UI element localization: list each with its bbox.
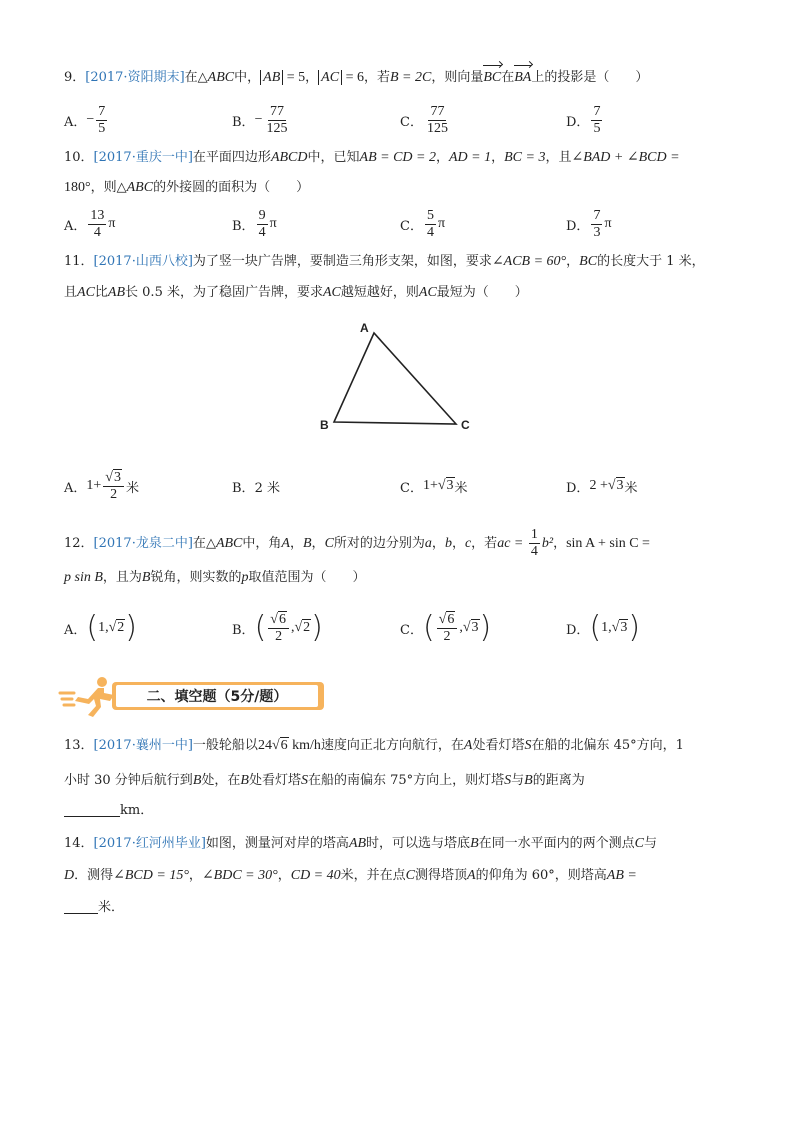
section-header xyxy=(58,673,338,719)
radicand: 2 xyxy=(117,620,125,635)
sqrt: √3 xyxy=(462,620,479,635)
math-var: B xyxy=(302,536,312,551)
option-d[interactable] xyxy=(566,202,612,246)
text: ， xyxy=(451,536,465,551)
vector-bc: BC xyxy=(483,68,501,88)
sqrt: √3 xyxy=(611,620,628,635)
text: 米，并在点 xyxy=(340,868,406,883)
text: 且 xyxy=(64,285,78,300)
numerator xyxy=(437,612,458,629)
text: 在 xyxy=(184,70,198,85)
text: ， xyxy=(311,536,325,551)
fraction xyxy=(96,104,107,137)
math-condition: sin A + sin C = xyxy=(566,536,650,551)
math-var: AC xyxy=(322,285,341,300)
text: 中，角 xyxy=(242,536,282,551)
text: 上的投影是（ ） xyxy=(531,70,649,85)
text: 锐角，则实数的 xyxy=(150,570,242,585)
source-tag: [2017·资阳期末] xyxy=(85,70,185,85)
fraction xyxy=(437,612,458,645)
sign: − xyxy=(86,112,95,127)
math-value: 1, xyxy=(98,620,109,635)
text: ， xyxy=(305,70,319,85)
math-condition: ∠ACB = 60° xyxy=(491,254,567,269)
text: 在 xyxy=(501,70,515,85)
question-10-stem-line2 xyxy=(64,178,309,198)
fraction xyxy=(425,104,450,137)
math-value: 1+ xyxy=(422,478,438,493)
numerator: 9 xyxy=(258,207,266,223)
sqrt: √6 xyxy=(438,611,455,627)
sqrt: √3 xyxy=(105,469,121,485)
sqrt: √3 xyxy=(437,478,454,493)
math-condition: AD = 1 xyxy=(448,150,492,165)
right-paren: ) xyxy=(628,610,641,645)
sqrt: √2 xyxy=(108,620,125,635)
unit: 米． xyxy=(98,900,125,915)
numerator xyxy=(103,470,124,487)
option-label: D． xyxy=(566,480,590,496)
math-var: p xyxy=(241,570,249,585)
numerator: 7 xyxy=(593,103,601,119)
text: ，且 xyxy=(545,150,572,165)
denominator: 2 xyxy=(443,628,451,644)
denominator: 125 xyxy=(266,120,288,136)
unit: km/h xyxy=(288,738,321,753)
math-var: S xyxy=(524,738,532,753)
sqrt: √6 xyxy=(270,611,286,627)
right-paren: ) xyxy=(479,610,492,645)
math-condition: b² xyxy=(541,536,554,551)
radicand: 3 xyxy=(446,478,454,493)
left-paren: ( xyxy=(422,610,435,645)
text: 在 xyxy=(192,536,206,551)
text: ， xyxy=(431,536,445,551)
option-label: A． xyxy=(64,218,87,234)
text: 与 xyxy=(511,773,525,788)
question-11-options xyxy=(64,464,744,508)
math-var: c xyxy=(464,536,472,551)
math-value: 2 + xyxy=(589,478,608,493)
left-paren: ( xyxy=(589,610,602,645)
radicand: 6 xyxy=(280,738,288,753)
pi-symbol: π xyxy=(437,216,446,231)
sqrt: √6 xyxy=(271,738,288,753)
radicand: 3 xyxy=(620,620,628,635)
question-10-stem-line1 xyxy=(64,148,680,168)
math-var: AB xyxy=(107,285,126,300)
option-label: A． xyxy=(64,622,87,638)
question-number: 12． xyxy=(64,536,94,551)
text: 一般轮船以 xyxy=(192,738,258,753)
math-value: 2 米 xyxy=(254,480,280,496)
text: 处看灯塔 xyxy=(472,738,525,753)
question-11-stem-line2 xyxy=(64,283,528,303)
option-label: C． xyxy=(400,622,423,638)
radicand: 6 xyxy=(278,611,286,627)
comma: , xyxy=(459,620,463,635)
text: 取值范围为（ ） xyxy=(248,570,366,585)
vertex-b-label: B xyxy=(320,418,329,432)
math-value: 1, xyxy=(601,620,612,635)
fraction xyxy=(529,527,540,560)
text: ， xyxy=(491,150,505,165)
math-var: ABC xyxy=(215,536,243,551)
text: ．测得 xyxy=(74,868,114,883)
math-condition: ∠BAD + ∠BCD = xyxy=(571,150,680,165)
math-var: A xyxy=(281,536,290,551)
text: ， xyxy=(566,254,580,269)
math-var: B xyxy=(192,773,202,788)
denominator: 4 xyxy=(258,224,266,240)
text: 中，已知 xyxy=(307,150,360,165)
option-label: A． xyxy=(64,480,87,496)
vertex-c-label: C xyxy=(461,418,470,432)
right-paren: ) xyxy=(125,610,138,645)
math-var: ABC xyxy=(126,180,154,195)
question-14-stem-line1 xyxy=(64,834,657,854)
triangle-symbol: △ xyxy=(205,536,216,551)
denominator: 2 xyxy=(275,628,283,644)
math-condition: BC = 3 xyxy=(504,150,546,165)
question-9-options xyxy=(64,98,744,142)
question-number: 13． xyxy=(64,738,94,753)
fraction xyxy=(257,208,268,241)
option-b[interactable] xyxy=(232,98,291,142)
text: ， xyxy=(289,536,303,551)
text: 小时 30 分钟后航行到 xyxy=(64,773,193,788)
math-var: B xyxy=(524,773,533,788)
pi-symbol: π xyxy=(269,216,277,231)
question-number: 11． xyxy=(64,254,94,269)
text: 测得塔顶 xyxy=(415,868,468,883)
pi-symbol: π xyxy=(108,216,116,231)
fraction xyxy=(88,208,106,241)
source-tag: [2017·红河州毕业] xyxy=(93,836,206,851)
math-var: ABCD xyxy=(270,150,308,165)
text: ， xyxy=(277,868,291,883)
question-number: 9． xyxy=(64,70,86,85)
math-var: C xyxy=(324,536,334,551)
option-label: B． xyxy=(232,114,255,130)
radicand: 3 xyxy=(616,478,624,493)
text: 与 xyxy=(643,836,657,851)
option-label: B． xyxy=(232,480,255,496)
text: 为了竖一块广告牌，要制造三角形支架，如图，要求 xyxy=(192,254,492,269)
math-var: A xyxy=(467,868,476,883)
abs-ab: AB xyxy=(260,70,283,85)
option-label: B． xyxy=(232,622,255,638)
option-label: C． xyxy=(400,218,423,234)
text: 在同一水平面内的两个测点 xyxy=(478,836,635,851)
source-tag: [2017·襄州一中] xyxy=(93,738,193,753)
option-label: D． xyxy=(566,114,590,130)
question-14-stem-line2 xyxy=(64,866,637,886)
unit: 米 xyxy=(624,480,638,496)
text: 处看灯塔 xyxy=(248,773,301,788)
math-var: D xyxy=(64,868,75,883)
vertex-a-label: A xyxy=(360,321,369,335)
math-var: ABC xyxy=(207,70,235,85)
math-var: S xyxy=(504,773,512,788)
question-13-stem-line2 xyxy=(64,771,585,791)
math-value: 180° xyxy=(64,180,91,195)
math-condition: ∠BDC = 30° xyxy=(201,868,278,883)
text: 的外接圆的面积为（ ） xyxy=(153,180,310,195)
fraction xyxy=(103,470,124,503)
question-13-stem-line3 xyxy=(64,801,153,821)
denominator: 3 xyxy=(593,224,601,240)
sign: − xyxy=(254,112,263,127)
option-a[interactable] xyxy=(64,202,115,246)
option-label: D． xyxy=(566,218,590,234)
option-a[interactable] xyxy=(64,606,137,650)
text: 长 0.5 米，为了稳固广告牌，要求 xyxy=(125,285,323,300)
answer-blank[interactable] xyxy=(64,816,120,817)
text: ，则向量 xyxy=(431,70,484,85)
math-var: C xyxy=(634,836,644,851)
question-11-stem-line1 xyxy=(64,252,705,272)
text: 比 xyxy=(94,285,108,300)
unit: 米 xyxy=(125,480,139,496)
question-10-options xyxy=(64,202,744,246)
text: 在船的南偏东 75°方向上，则灯塔 xyxy=(307,773,505,788)
math-var: AC xyxy=(77,285,95,300)
math-value: 1+ xyxy=(86,478,102,493)
section-title: 二、填空题（5分/题） xyxy=(116,685,318,707)
option-label: B． xyxy=(232,218,255,234)
option-c[interactable] xyxy=(400,606,491,650)
option-label: C． xyxy=(400,114,423,130)
text: 最短为（ ） xyxy=(436,285,528,300)
question-number: 14． xyxy=(64,836,94,851)
math-var: A xyxy=(463,738,473,753)
math-condition: AB = xyxy=(606,868,637,883)
math-var: BC xyxy=(579,254,598,269)
source-tag: [2017·山西八校] xyxy=(93,254,193,269)
sqrt: √3 xyxy=(607,478,624,493)
option-a[interactable] xyxy=(64,98,109,142)
text: ，若 xyxy=(471,536,498,551)
text: 的长度大于 1 米， xyxy=(597,254,705,269)
option-d[interactable] xyxy=(566,98,604,142)
pi-symbol: π xyxy=(604,216,612,231)
option-c[interactable] xyxy=(400,202,445,246)
math-value: 24 xyxy=(257,738,272,753)
math-condition: CD = 40 xyxy=(290,868,341,883)
numerator xyxy=(268,612,289,629)
text: 时，可以选与塔底 xyxy=(366,836,471,851)
text: ， xyxy=(553,536,567,551)
option-b[interactable] xyxy=(232,464,280,508)
math-eq: = 6 xyxy=(342,70,364,85)
numerator: 77 xyxy=(269,103,284,119)
question-9-stem xyxy=(64,68,648,88)
text: ，若 xyxy=(363,70,390,85)
answer-blank[interactable] xyxy=(64,913,98,914)
left-paren: ( xyxy=(254,610,267,645)
math-var: a xyxy=(424,536,432,551)
triangle-abc-shape xyxy=(334,333,456,424)
numerator: 5 xyxy=(426,207,434,223)
text: 在船的北偏东 45°方向，1 xyxy=(531,738,684,753)
numerator: 7 xyxy=(98,103,106,119)
text: ， xyxy=(188,868,202,883)
triangle-symbol: △ xyxy=(116,180,127,195)
denominator: 4 xyxy=(530,544,538,559)
numerator: 13 xyxy=(90,207,105,223)
math-var: B xyxy=(470,836,479,851)
question-12-options xyxy=(64,606,744,650)
fraction xyxy=(591,208,602,241)
text: 所对的边分别为 xyxy=(333,536,425,551)
text: 处，在 xyxy=(201,773,241,788)
right-paren: ) xyxy=(311,610,323,645)
text: 的仰角为 60°，则塔高 xyxy=(475,868,607,883)
question-12-stem-line1 xyxy=(64,527,650,560)
denominator: 125 xyxy=(426,120,448,136)
math-var: B xyxy=(240,773,249,788)
fraction xyxy=(264,104,289,137)
option-b[interactable] xyxy=(232,202,277,246)
triangle-figure xyxy=(310,315,490,440)
option-d[interactable] xyxy=(566,606,640,650)
math-condition: B = 2C xyxy=(389,70,432,85)
option-c[interactable] xyxy=(400,98,452,142)
option-d[interactable] xyxy=(566,464,638,508)
math-var: S xyxy=(300,773,308,788)
source-tag: [2017·重庆一中] xyxy=(93,150,193,165)
radicand: 6 xyxy=(447,611,455,627)
question-number: 10． xyxy=(64,150,94,165)
unit: km． xyxy=(120,803,154,818)
source-tag: [2017·龙泉二中] xyxy=(93,536,193,551)
math-eq: = 5 xyxy=(283,70,306,85)
option-label: A． xyxy=(64,114,87,130)
math-condition: ac = xyxy=(497,536,527,551)
question-13-stem-line1 xyxy=(64,736,684,756)
math-var: AC xyxy=(418,285,437,300)
numerator: 77 xyxy=(430,103,445,119)
denominator: 5 xyxy=(98,120,106,136)
left-paren: ( xyxy=(86,610,99,645)
option-b[interactable] xyxy=(232,606,323,650)
fraction xyxy=(425,208,436,241)
radicand: 3 xyxy=(471,620,479,635)
math-var: b xyxy=(444,536,452,551)
unit: 米 xyxy=(454,480,468,496)
denominator: 5 xyxy=(593,120,601,136)
math-var: B xyxy=(141,570,151,585)
text: 如图，测量河对岸的塔高 xyxy=(205,836,349,851)
text: 的距离为 xyxy=(532,773,585,788)
triangle-symbol: △ xyxy=(197,70,208,85)
numerator: 1 xyxy=(530,527,538,542)
denominator: 4 xyxy=(93,224,101,240)
comma: , xyxy=(290,620,295,635)
math-var: C xyxy=(405,868,415,883)
math-condition: p sin B xyxy=(64,570,103,585)
option-label: D． xyxy=(566,622,590,638)
text: ， xyxy=(435,150,449,165)
fraction xyxy=(591,104,602,137)
math-var: AB xyxy=(348,836,367,851)
sqrt: √2 xyxy=(294,620,311,635)
question-12-stem-line2 xyxy=(64,568,366,588)
option-c[interactable] xyxy=(400,464,468,508)
option-a[interactable] xyxy=(64,464,139,508)
text: ，则 xyxy=(90,180,117,195)
text: ，且为 xyxy=(102,570,142,585)
text: 速度向正北方向航行，在 xyxy=(320,738,464,753)
fraction xyxy=(268,612,289,645)
abs-ac: AC xyxy=(318,70,342,85)
question-14-stem-line3 xyxy=(64,898,124,918)
denominator: 4 xyxy=(426,224,434,240)
text: 在平面四边形 xyxy=(192,150,271,165)
math-condition: ∠BCD = 15° xyxy=(113,868,189,883)
vector-ba: BA xyxy=(514,68,531,88)
text: 越短越好，则 xyxy=(340,285,419,300)
text: 中， xyxy=(234,70,261,85)
option-label: C． xyxy=(400,480,423,496)
numerator: 7 xyxy=(593,207,601,223)
denominator: 2 xyxy=(110,486,118,502)
radicand: 2 xyxy=(303,620,311,635)
radicand: 3 xyxy=(113,469,121,485)
math-condition: AB = CD = 2 xyxy=(359,150,436,165)
